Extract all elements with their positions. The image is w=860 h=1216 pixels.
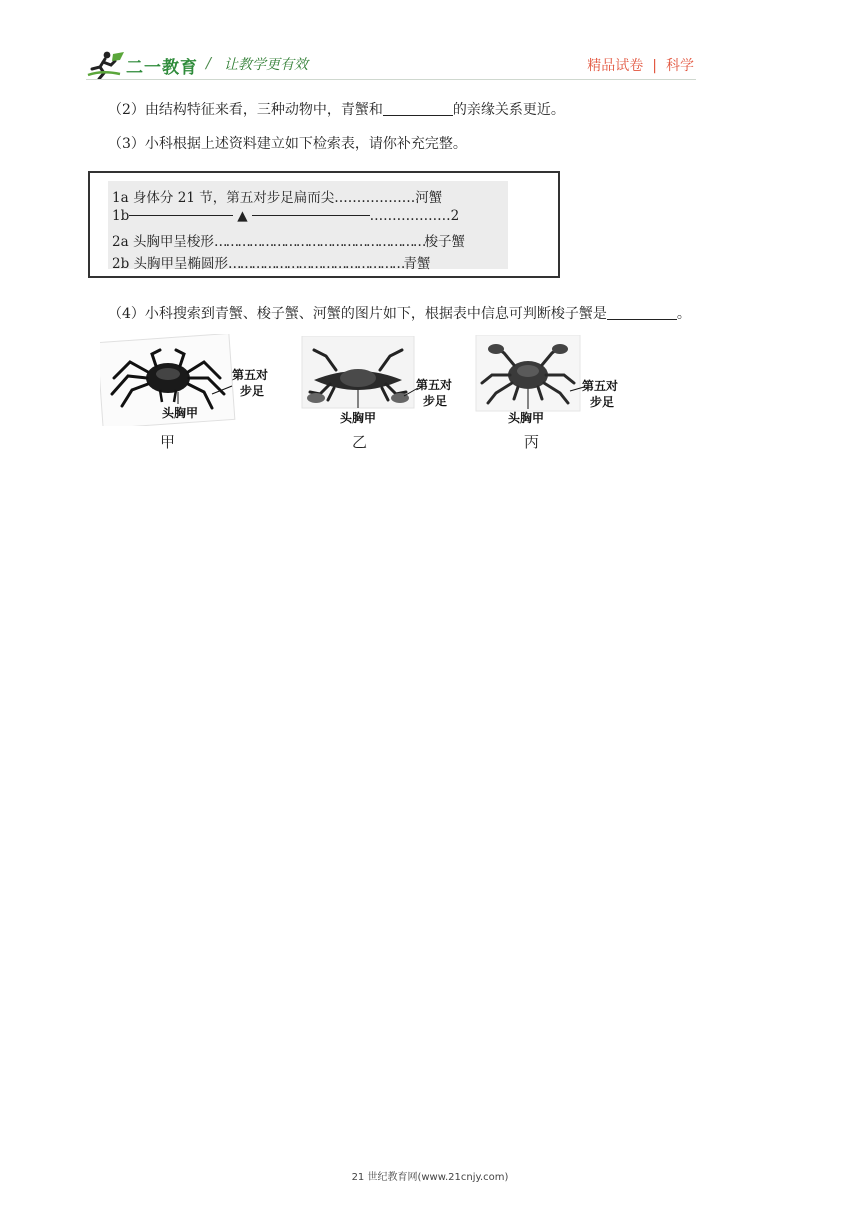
logo-slogan: 让教学更有效 <box>224 57 308 73</box>
question-3: （3）小科根据上述资料建立如下检索表，请你补充完整。 <box>108 136 467 152</box>
key-result: 河蟹 <box>415 190 443 206</box>
header-label: 精品试卷 <box>587 58 644 74</box>
crab-image-bing <box>474 335 634 427</box>
footer-text: 21 世纪教育网(www.21cnjy.com) <box>351 1172 509 1183</box>
key-dots: ……………………………………… <box>228 256 404 272</box>
key-table <box>88 171 560 278</box>
header-divider-line <box>86 79 696 80</box>
crab-image-yi <box>300 336 470 426</box>
crab-label-legs: 第五对 <box>582 379 619 393</box>
logo-separator: / <box>206 54 212 72</box>
runner-logo-icon <box>86 50 126 80</box>
key-dots: ……………… <box>334 190 416 206</box>
header-right <box>587 55 694 75</box>
key-text: 头胸甲呈椭圆形 <box>133 256 229 272</box>
key-code: 2b <box>112 256 130 272</box>
key-row <box>112 208 459 224</box>
crab-image-jia <box>100 334 285 426</box>
question-2-prefix: （2）由结构特征来看，三种动物中，青蟹和 <box>108 102 383 118</box>
crab-label-legs: 步足 <box>590 395 615 409</box>
key-code: 1b <box>112 208 130 224</box>
crab-label-shell: 头胸甲 <box>340 411 377 425</box>
header-divider: | <box>652 58 657 74</box>
key-text: 身体分 21 节，第五对步足扁而尖 <box>132 190 335 206</box>
key-blank-line <box>129 215 233 216</box>
crab-label-shell: 头胸甲 <box>162 406 199 420</box>
key-code: 1a <box>112 190 129 206</box>
crab-caption-jia: 甲 <box>160 433 176 451</box>
question-2 <box>108 99 565 119</box>
header-subject: 科学 <box>666 58 694 74</box>
key-blank-line <box>252 215 370 216</box>
key-row <box>112 252 431 272</box>
key-dots: ……………… <box>369 208 451 224</box>
crab-label-shell: 头胸甲 <box>508 411 545 425</box>
answer-blank[interactable] <box>607 305 677 320</box>
key-code: 2a <box>112 234 129 250</box>
key-row <box>112 230 465 250</box>
question-4-prefix: （4）小科搜索到青蟹、梭子蟹、河蟹的图片如下，根据表中信息可判断梭子蟹是 <box>108 306 607 322</box>
question-4-suffix: 。 <box>676 306 691 322</box>
crab-caption-yi: 乙 <box>352 433 368 451</box>
question-2-suffix: 的亲缘关系更近。 <box>452 102 565 118</box>
crab-label-legs: 第五对 <box>232 368 269 382</box>
question-4 <box>108 303 691 323</box>
crab-label-legs: 步足 <box>423 394 448 408</box>
header-logo <box>86 50 326 82</box>
key-result: 2 <box>450 208 460 224</box>
key-result: 梭子蟹 <box>424 234 466 250</box>
crab-label-legs: 第五对 <box>416 378 453 392</box>
key-row <box>112 186 442 206</box>
answer-blank[interactable] <box>383 101 453 116</box>
triangle-marker-icon: ▲ <box>237 208 248 224</box>
key-result: 青蟹 <box>403 256 431 272</box>
key-dots: ……………………………………………… <box>213 234 425 250</box>
crab-label-legs: 步足 <box>240 384 265 398</box>
logo-text: 二一教育 <box>126 58 198 78</box>
crab-caption-bing: 丙 <box>524 433 540 451</box>
key-text: 头胸甲呈梭形 <box>132 234 214 250</box>
